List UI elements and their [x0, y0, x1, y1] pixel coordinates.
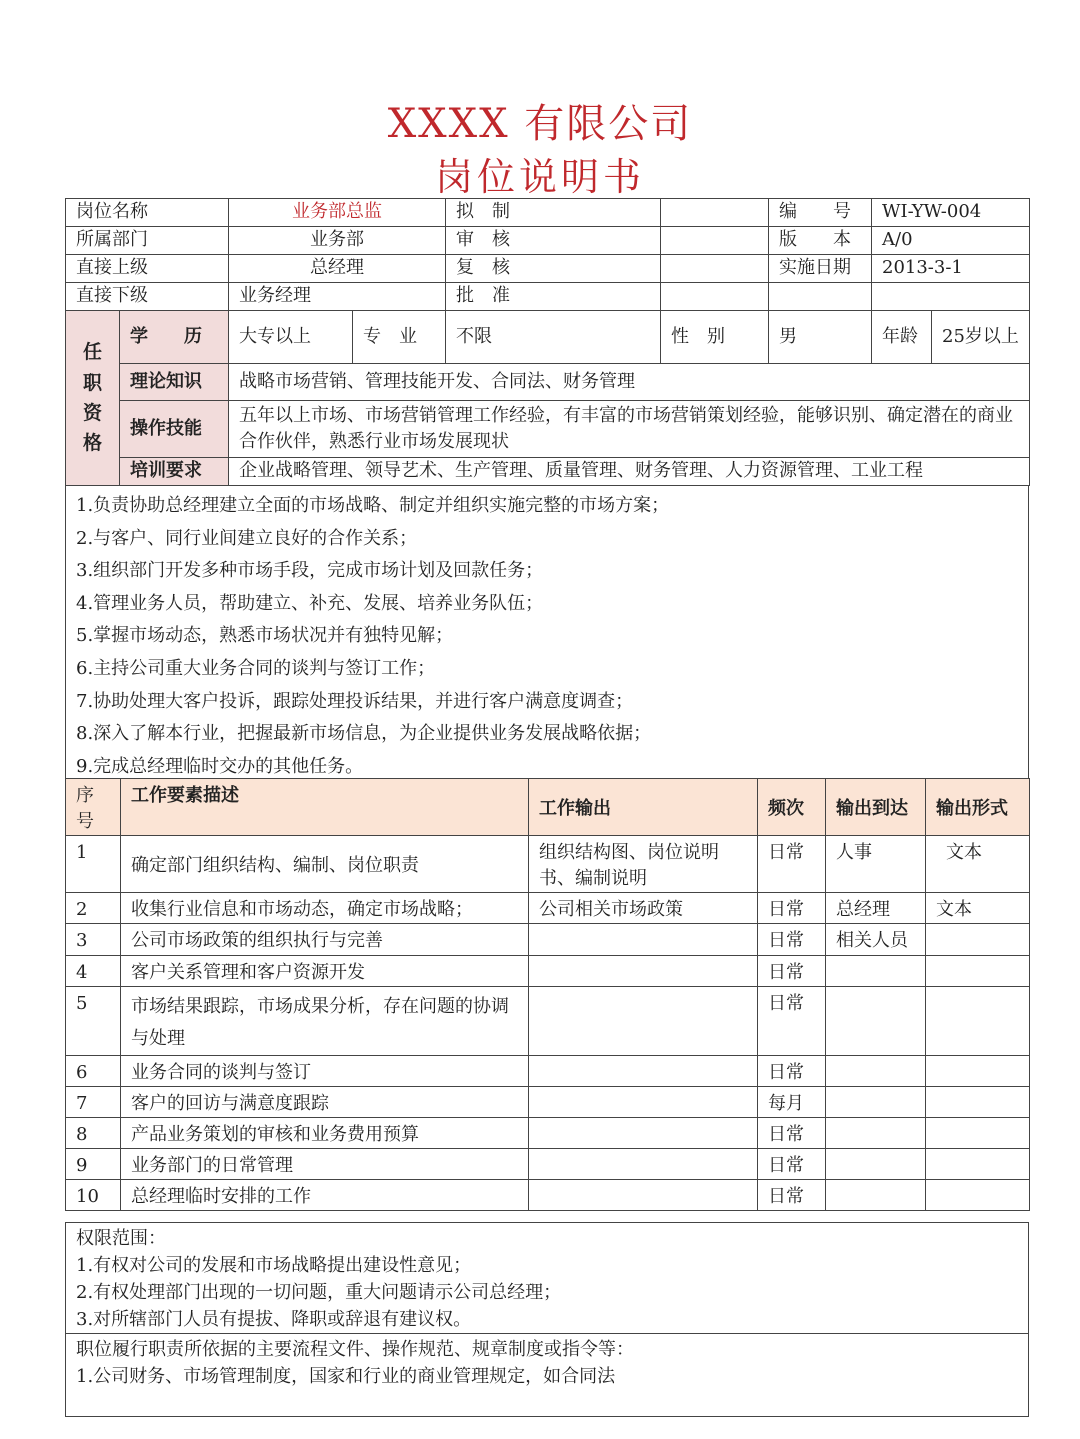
theory-label: 理论知识 [120, 364, 229, 401]
row-output [529, 986, 758, 1055]
basic-info-table [65, 198, 1030, 486]
row-desc: 收集行业信息和市场动态，确定市场战略； [121, 893, 529, 924]
subordinate-value: 业务经理 [229, 283, 446, 311]
row-freq: 日常 [758, 955, 826, 986]
row-freq: 日常 [758, 893, 826, 924]
recheck-label: 复 核 [446, 255, 661, 283]
row-form [926, 1055, 1030, 1086]
recheck-value [661, 255, 769, 283]
row-seq: 2 [66, 893, 121, 924]
row-desc: 确定部门组织结构、编制、岗位职责 [121, 836, 529, 893]
authority-item: 2.有权处理部门出现的一切问题，重大问题请示公司总经理； [76, 1282, 562, 1303]
version-label: 版 本 [769, 227, 872, 255]
row-seq: 7 [66, 1086, 121, 1117]
row-freq: 日常 [758, 1180, 826, 1211]
draft-value [661, 199, 769, 227]
empty-cell [769, 283, 872, 311]
row-output [529, 955, 758, 986]
table-row [66, 1055, 1030, 1086]
training-label: 培训要求 [120, 458, 229, 486]
duties-list [66, 486, 1029, 784]
row-output [529, 1148, 758, 1179]
theory-value: 战略市场营销、管理技能开发、合同法、财务管理 [229, 364, 1030, 401]
row-seq: 4 [66, 955, 121, 986]
post-name-label: 岗位名称 [66, 199, 229, 227]
row-desc: 客户的回访与满意度跟踪 [121, 1086, 529, 1117]
gender-value: 男 [769, 311, 872, 364]
document-title: 岗位说明书 [434, 155, 645, 199]
row-target: 人事 [826, 836, 926, 893]
row-target [826, 1086, 926, 1117]
row-freq: 日常 [758, 1117, 826, 1148]
row-seq: 8 [66, 1117, 121, 1148]
row-seq: 6 [66, 1055, 121, 1086]
version-value: A/0 [872, 227, 1030, 255]
number-label: 编 号 [769, 199, 872, 227]
row-form [926, 1148, 1030, 1179]
row-target: 总经理 [826, 893, 926, 924]
row-form [926, 924, 1030, 955]
duty-item: 8.深入了解本行业，把握最新市场信息，为企业提供业务发展战略依据； [76, 723, 652, 745]
approve-value [661, 283, 769, 311]
row-desc: 业务合同的谈判与签订 [121, 1055, 529, 1086]
authority-item: 3.对所辖部门人员有提拔、降职或辞退有建议权。 [76, 1309, 472, 1330]
row-output: 组织结构图、岗位说明书、编制说明 [529, 836, 758, 893]
table-row [66, 1086, 1030, 1117]
table-row [66, 893, 1030, 924]
dept-label: 所属部门 [66, 227, 229, 255]
superior-label: 直接上级 [66, 255, 229, 283]
row-desc: 总经理临时安排的工作 [121, 1180, 529, 1211]
header-freq: 频次 [758, 779, 826, 836]
duty-item: 6.主持公司重大业务合同的谈判与签订工作； [76, 657, 436, 679]
education-value: 大专以上 [229, 311, 353, 364]
age-value: 25岁以上 [932, 311, 1030, 364]
row-target: 相关人员 [826, 924, 926, 955]
row-form [926, 1180, 1030, 1211]
row-target [826, 955, 926, 986]
row-output [529, 1055, 758, 1086]
row-desc: 业务部门的日常管理 [121, 1148, 529, 1179]
training-value: 企业战略管理、领导艺术、生产管理、质量管理、财务管理、人力资源管理、工业工程 [229, 458, 1030, 486]
row-freq: 日常 [758, 836, 826, 893]
table-row [66, 986, 1030, 1055]
authority-item: 1.有权对公司的发展和市场战略提出建设性意见； [76, 1255, 472, 1276]
duty-item: 7.协助处理大客户投诉，跟踪处理投诉结果，并进行客户满意度调查； [76, 690, 634, 712]
header-form: 输出形式 [926, 779, 1030, 836]
header-output: 工作输出 [529, 779, 758, 836]
dept-value: 业务部 [229, 227, 446, 255]
header-desc: 工作要素描述 [121, 779, 529, 836]
header-seq: 序号 [66, 779, 121, 836]
duty-item: 3.组织部门开发多种市场手段，完成市场计划及回款任务； [76, 560, 544, 582]
row-output [529, 1117, 758, 1148]
work-elements-table [65, 778, 1030, 1211]
row-seq: 3 [66, 924, 121, 955]
row-seq: 10 [66, 1180, 121, 1211]
authority-cell [66, 1223, 1029, 1334]
row-freq: 日常 [758, 986, 826, 1055]
duty-item: 9.完成总经理临时交办的其他任务。 [76, 755, 364, 777]
row-output: 公司相关市场政策 [529, 893, 758, 924]
review-value [661, 227, 769, 255]
duty-item: 4.管理业务人员，帮助建立、补充、发展、培养业务队伍； [76, 592, 544, 614]
empty-cell [872, 283, 1030, 311]
row-seq: 1 [66, 836, 121, 893]
age-label: 年龄 [872, 311, 932, 364]
table-row [66, 924, 1030, 955]
row-freq: 日常 [758, 924, 826, 955]
approve-label: 批 准 [446, 283, 661, 311]
duties-section [65, 485, 1029, 784]
duty-item: 2.与客户、同行业间建立良好的合作关系； [76, 527, 418, 549]
gender-label: 性 别 [661, 311, 769, 364]
row-desc: 产品业务策划的审核和业务费用预算 [121, 1117, 529, 1148]
number-value: WI-YW-004 [872, 199, 1030, 227]
row-form: 文本 [926, 836, 1030, 893]
authority-section [65, 1222, 1029, 1417]
basis-title: 职位履行职责所依据的主要流程文件、操作规范、规章制度或指令等： [76, 1339, 634, 1360]
row-freq: 每月 [758, 1086, 826, 1117]
table-row [66, 955, 1030, 986]
basis-cell [66, 1334, 1029, 1417]
row-freq: 日常 [758, 1055, 826, 1086]
table-row [66, 1180, 1030, 1211]
row-freq: 日常 [758, 1148, 826, 1179]
row-form [926, 1117, 1030, 1148]
row-target [826, 986, 926, 1055]
header-target: 输出到达 [826, 779, 926, 836]
row-seq: 9 [66, 1148, 121, 1179]
row-output [529, 1180, 758, 1211]
row-desc: 客户关系管理和客户资源开发 [121, 955, 529, 986]
table-row [66, 1148, 1030, 1179]
table-row [66, 1117, 1030, 1148]
subordinate-label: 直接下级 [66, 283, 229, 311]
draft-label: 拟 制 [446, 199, 661, 227]
skill-value: 五年以上市场、市场营销管理工作经验，有丰富的市场营销策划经验，能够识别、确定潜在的商业合作伙伴，熟悉行业市场发展现状 [229, 401, 1030, 458]
review-label: 审 核 [446, 227, 661, 255]
row-target [826, 1180, 926, 1211]
impl-date-value: 2013-3-1 [872, 255, 1030, 283]
major-value: 不限 [446, 311, 661, 364]
row-target [826, 1117, 926, 1148]
row-form [926, 955, 1030, 986]
row-output [529, 924, 758, 955]
basis-item: 1.公司财务、市场管理制度，国家和行业的商业管理规定，如合同法 [76, 1366, 616, 1387]
superior-value: 总经理 [229, 255, 446, 283]
row-form [926, 1086, 1030, 1117]
row-form [926, 986, 1030, 1055]
skill-label: 操作技能 [120, 401, 229, 458]
row-target [826, 1148, 926, 1179]
impl-date-label: 实施日期 [769, 255, 872, 283]
education-label: 学 历 [120, 311, 229, 364]
company-name: XXXX 有限公司 [387, 101, 693, 147]
row-desc: 公司市场政策的组织执行与完善 [121, 924, 529, 955]
row-target [826, 1055, 926, 1086]
qualification-section-label: 任职资格 [66, 311, 120, 486]
major-label: 专 业 [353, 311, 446, 364]
duty-item: 1.负责协助总经理建立全面的市场战略、制定并组织实施完整的市场方案； [76, 495, 670, 516]
authority-title: 权限范围： [76, 1228, 166, 1249]
row-desc: 市场结果跟踪，市场成果分析，存在问题的协调与处理 [121, 986, 529, 1055]
post-name-value: 业务部总监 [229, 199, 446, 227]
duty-item: 5.掌握市场动态，熟悉市场状况并有独特见解； [76, 625, 454, 647]
row-form: 文本 [926, 893, 1030, 924]
row-output [529, 1086, 758, 1117]
table-row [66, 836, 1030, 893]
row-seq: 5 [66, 986, 121, 1055]
